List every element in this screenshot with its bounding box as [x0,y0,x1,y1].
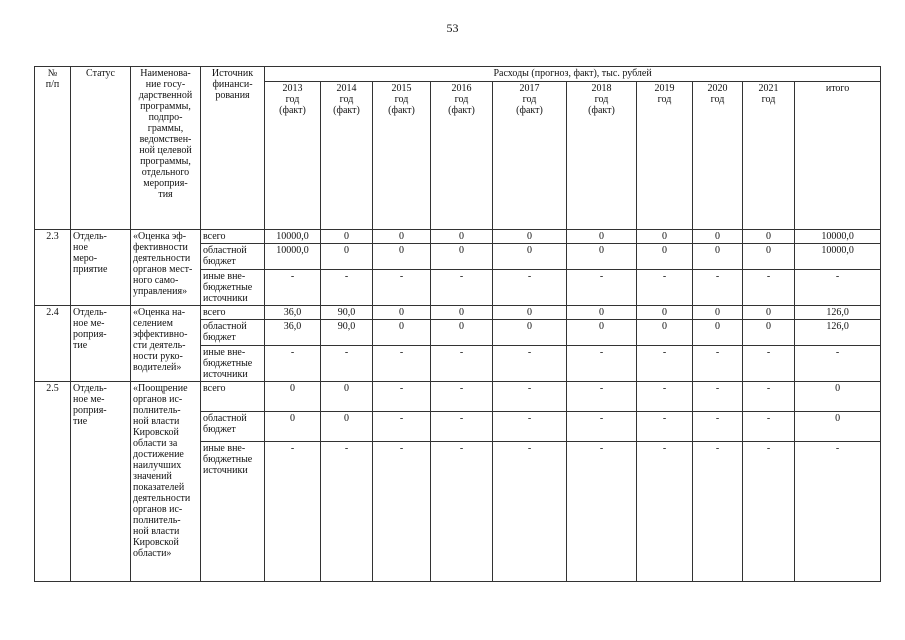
value-cell: - [567,270,637,306]
value-cell: 0 [373,230,431,244]
value-cell: - [743,442,795,582]
col-name-header: Наименова- ние госу- дарственной программы, подпро- граммы, ведомствен- ной целевой программы, отдельного мероприя- тия [131,67,201,230]
value-cell: - [693,346,743,382]
value-cell: 10000,0 [795,230,881,244]
value-cell: 0 [321,382,373,412]
value-cell: 0 [373,306,431,320]
year-header: 2019 год [637,82,693,230]
row-name: «Поощрение органов ис- полнитель- ной власти Кировской области за достижение наилучших значений показателей деятельности органов ис- полнитель- ной власти Кировской области» [131,382,201,582]
value-cell: 0 [373,320,431,346]
value-cell: - [693,382,743,412]
year-header: 2020 год [693,82,743,230]
value-cell: - [321,442,373,582]
header-row [35,67,881,82]
value-cell: 36,0 [265,320,321,346]
value-cell: - [567,382,637,412]
table-row [35,382,881,412]
year-header: 2017 год (факт) [493,82,567,230]
value-cell: - [743,382,795,412]
value-cell: 0 [567,306,637,320]
expenses-header: Расходы (прогноз, факт), тыс. рублей [265,67,881,82]
col-num-header: № п/п [35,67,71,230]
row-status: Отдель- ное ме- роприя- тие [71,306,131,382]
row-number: 2.4 [35,306,71,382]
value-cell: 0 [795,412,881,442]
col-source-header: Источник финанси- рования [201,67,265,230]
value-cell: - [795,346,881,382]
row-name: «Оценка эф- фективности деятельности органов мест- ного само- управления» [131,230,201,306]
value-cell: - [693,442,743,582]
value-cell: - [693,412,743,442]
value-cell: - [493,442,567,582]
value-cell: - [373,270,431,306]
value-cell: - [265,346,321,382]
value-cell: - [321,346,373,382]
value-cell: 90,0 [321,320,373,346]
value-cell: - [493,412,567,442]
value-cell: - [373,382,431,412]
value-cell: 0 [373,244,431,270]
value-cell: - [431,412,493,442]
value-cell: - [795,270,881,306]
expenses-table [34,66,881,582]
value-cell: 36,0 [265,306,321,320]
value-cell: 0 [321,412,373,442]
row-number: 2.5 [35,382,71,582]
value-cell: - [637,346,693,382]
value-cell: 0 [431,230,493,244]
value-cell: 0 [321,244,373,270]
year-header: 2016 год (факт) [431,82,493,230]
value-cell: - [637,382,693,412]
value-cell: - [743,412,795,442]
value-cell: 0 [431,306,493,320]
funding-source: иные вне- бюджетные источники [201,442,265,582]
value-cell: 0 [567,230,637,244]
table-row [35,230,881,244]
value-cell: - [637,412,693,442]
year-header: 2021 год [743,82,795,230]
value-cell: 0 [693,230,743,244]
value-cell: 126,0 [795,306,881,320]
funding-source: всего [201,306,265,320]
funding-source: иные вне- бюджетные источники [201,270,265,306]
row-status: Отдель- ное ме- роприя- тие [71,382,131,582]
value-cell: 10000,0 [265,244,321,270]
value-cell: 0 [431,320,493,346]
funding-source: всего [201,230,265,244]
value-cell: - [431,270,493,306]
value-cell: - [321,270,373,306]
value-cell: 90,0 [321,306,373,320]
value-cell: 0 [567,244,637,270]
value-cell: - [373,346,431,382]
value-cell: - [637,442,693,582]
value-cell: 0 [265,382,321,412]
value-cell: 0 [693,320,743,346]
value-cell: 0 [637,230,693,244]
value-cell: - [693,270,743,306]
page-number: 53 [446,21,459,35]
value-cell: 0 [743,320,795,346]
value-cell: - [743,346,795,382]
value-cell: - [493,270,567,306]
value-cell: - [431,442,493,582]
value-cell: - [637,270,693,306]
row-name: «Оценка на- селением эффективно- сти деятель- ности руко- водителей» [131,306,201,382]
year-header: 2018 год (факт) [567,82,637,230]
value-cell: - [431,382,493,412]
value-cell: - [265,270,321,306]
value-cell: - [373,442,431,582]
value-cell: - [265,442,321,582]
value-cell: 10000,0 [265,230,321,244]
value-cell: 0 [743,230,795,244]
value-cell: 0 [743,244,795,270]
value-cell: 0 [493,306,567,320]
value-cell: 0 [321,230,373,244]
value-cell: - [431,346,493,382]
funding-source: областной бюджет [201,320,265,346]
value-cell: 10000,0 [795,244,881,270]
funding-source: областной бюджет [201,412,265,442]
funding-source: иные вне- бюджетные источники [201,346,265,382]
row-number: 2.3 [35,230,71,306]
value-cell: 0 [743,306,795,320]
funding-source: областной бюджет [201,244,265,270]
value-cell: 0 [493,230,567,244]
value-cell: 0 [493,244,567,270]
value-cell: - [373,412,431,442]
value-cell: 0 [431,244,493,270]
col-status-header: Статус [71,67,131,230]
value-cell: - [567,442,637,582]
year-header: итого [795,82,881,230]
value-cell: 0 [493,320,567,346]
value-cell: - [567,346,637,382]
value-cell: 0 [795,382,881,412]
value-cell: 0 [265,412,321,442]
value-cell: - [743,270,795,306]
year-header: 2014 год (факт) [321,82,373,230]
table-row [35,306,881,320]
year-header: 2015 год (факт) [373,82,431,230]
year-header: 2013 год (факт) [265,82,321,230]
value-cell: 0 [637,320,693,346]
value-cell: - [493,346,567,382]
funding-source: всего [201,382,265,412]
value-cell: - [795,442,881,582]
value-cell: - [567,412,637,442]
row-status: Отдель- ное меро- приятие [71,230,131,306]
value-cell: 0 [693,244,743,270]
value-cell: 0 [693,306,743,320]
value-cell: 0 [637,306,693,320]
value-cell: 0 [637,244,693,270]
value-cell: 0 [567,320,637,346]
value-cell: - [493,382,567,412]
value-cell: 126,0 [795,320,881,346]
